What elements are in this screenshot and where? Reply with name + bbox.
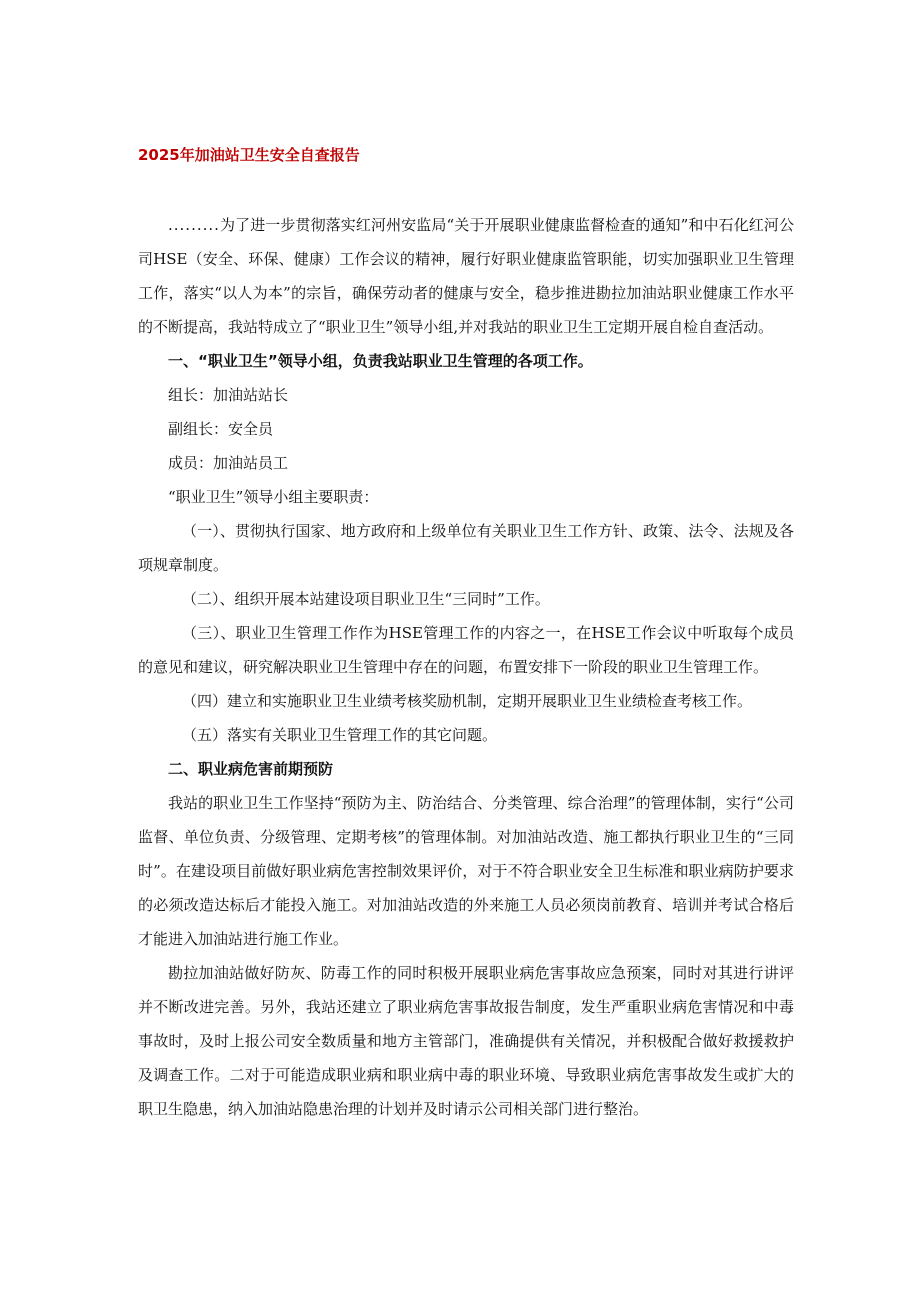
duty-item-4: （四）建立和实施职业卫生业绩考核奖励机制，定期开展职业卫生业绩检查考核工作。	[182, 692, 753, 710]
section2-paragraph-1: 我站的职业卫生工作坚持“预防为主、防治结合、分类管理、综合治理”的管理体制，实行“公司监督、单位负责、分级管理、定期考核”的管理体制。对加油站改造、施工都执行职业卫生的“三同时”。在建设项目前做好职业病危害控制效果评价，对于不符合职业安全卫生标准和职业病防护要求的必须改造达标后才能投入施工。对加油站改造的外来施工人员必须岗前教育、培训并考试合格后才能进入加油站进行施工作业。	[138, 794, 794, 948]
members-line: 成员：加油站员工	[168, 454, 289, 472]
document-page	[138, 140, 794, 1126]
duty-item-1: （一）、贯彻执行国家、地方政府和上级单位有关职业卫生工作方针、政策、法令、法规及各项规章制度。	[138, 522, 794, 574]
deputy-leader-line: 副组长：安全员	[168, 420, 274, 438]
intro-lead-dots: .........	[168, 216, 220, 234]
section2-heading: 二、职业病危害前期预防	[168, 760, 334, 778]
duty-item-3: （三）、职业卫生管理工作作为HSE管理工作的内容之一，在HSE工作会议中听取每个成员的意见和建议，研究解决职业卫生管理中存在的问题，布置安排下一阶段的职业卫生管理工作。	[138, 624, 794, 676]
intro-text: 为了进一步贯彻落实红河州安监局“关于开展职业健康监督检查的通知”和中石化红河公司HSE（安全、环保、健康）工作会议的精神，履行好职业健康监管职能，切实加强职业卫生管理工作，落实“以人为本”的宗旨，确保劳动者的健康与安全，稳步推进勘拉加油站职业健康工作水平的不断提高，我站特成立了“职业卫生”领导小组,并对我站的职业卫生工定期开展自检自查活动。	[138, 216, 794, 336]
duty-item-2: （二）、组织开展本站建设项目职业卫生“三同时”工作。	[182, 590, 550, 608]
duties-intro: “职业卫生”领导小组主要职责：	[168, 488, 379, 506]
intro-paragraph	[138, 208, 794, 344]
document-title: 2025年加油站卫生安全自查报告	[138, 146, 360, 164]
leader-line: 组长：加油站站长	[168, 386, 289, 404]
section2-paragraph-2: 勘拉加油站做好防灰、防毒工作的同时积极开展职业病危害事故应急预案，同时对其进行讲评并不断改进完善。另外，我站还建立了职业病危害事故报告制度，发生严重职业病危害情况和中毒事故时，及时上报公司安全数质量和地方主管部门，准确提供有关情况，并积极配合做好救援救护及调查工作。二对于可能造成职业病和职业病中毒的职业环境、导致职业病危害事故发生或扩大的职卫生隐患，纳入加油站隐患治理的计划并及时请示公司相关部门进行整治。	[138, 964, 794, 1118]
duty-item-5: （五）落实有关职业卫生管理工作的其它问题。	[182, 726, 498, 744]
section1-heading: 一、“职业卫生”领导小组，负责我站职业卫生管理的各项工作。	[168, 352, 593, 370]
